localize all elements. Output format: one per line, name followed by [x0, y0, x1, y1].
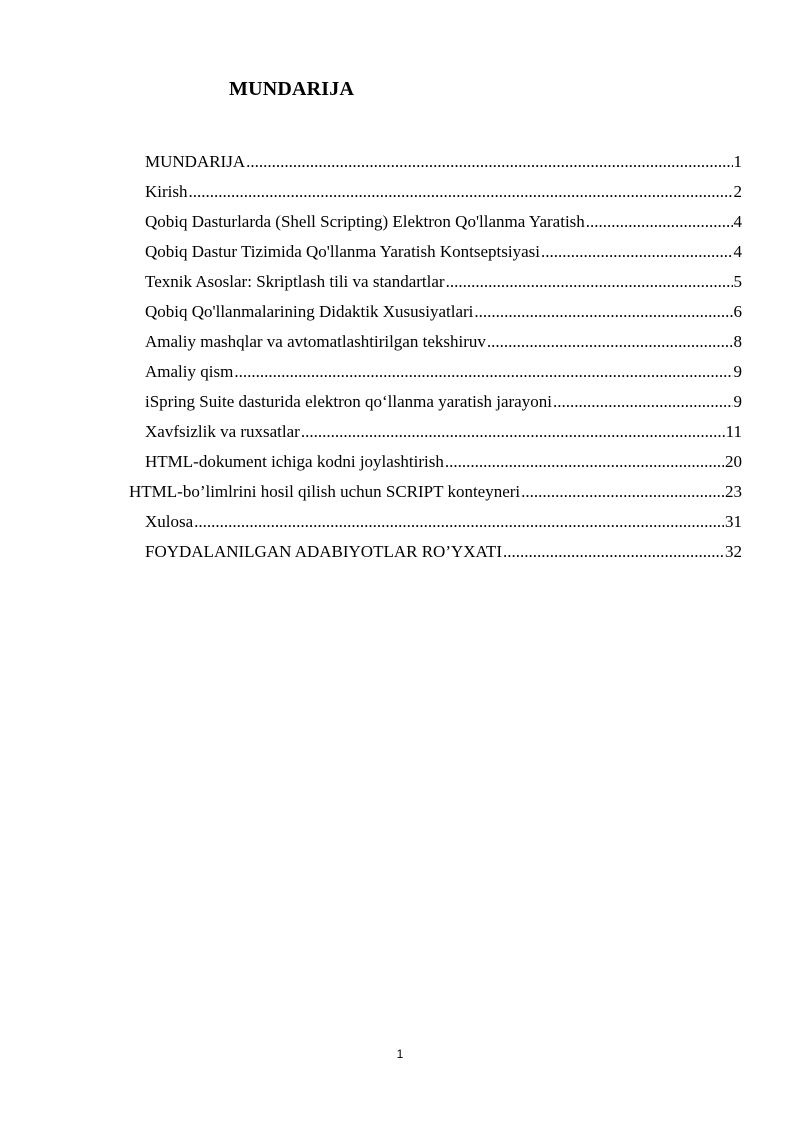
- toc-entry[interactable]: [145, 353, 742, 383]
- toc-entry-page: 4: [733, 212, 742, 231]
- toc-entry-page: 9: [733, 392, 742, 411]
- toc-entry-text: Texnik Asoslar: Skriptlash tili va standartlar: [145, 272, 445, 291]
- toc-entry[interactable]: [145, 533, 742, 563]
- toc-entry-text: Kirish: [145, 182, 188, 201]
- toc-entry-text: Amaliy qism: [145, 362, 234, 381]
- toc-entry-text: iSpring Suite dasturida elektron qo‘llanma yaratish jarayoni: [145, 392, 552, 411]
- toc-entry-page: 5: [733, 272, 742, 291]
- toc-leader-dots: [487, 331, 733, 353]
- toc-entry-text: Xavfsizlik va ruxsatlar: [145, 422, 300, 441]
- toc-leader-dots: [301, 421, 725, 443]
- toc-leader-dots: [586, 211, 733, 233]
- toc-entry[interactable]: [145, 323, 742, 353]
- toc-entry-text: HTML-bo’limlrini hosil qilish uchun SCRIPT konteyneri: [129, 482, 521, 501]
- toc-leader-dots: [521, 481, 724, 503]
- toc-entry[interactable]: [145, 143, 742, 173]
- toc-entry[interactable]: [145, 443, 742, 473]
- toc-entry-text: HTML-dokument ichiga kodni joylashtirish: [145, 452, 444, 471]
- toc-entry-page: 8: [733, 332, 742, 351]
- toc-leader-dots: [553, 391, 733, 413]
- toc-entry-text: MUNDARIJA: [145, 152, 246, 171]
- toc-entry[interactable]: [145, 233, 742, 263]
- toc-entry-text: Amaliy mashqlar va avtomatlashtirilgan tekshiruv: [145, 332, 486, 351]
- toc-entry-text: Xulosa: [145, 512, 194, 531]
- toc-entry-text: FOYDALANILGAN ADABIYOTLAR RO’YXATI: [145, 542, 502, 561]
- toc-leader-dots: [445, 451, 724, 473]
- toc-leader-dots: [234, 361, 732, 383]
- toc-leader-dots: [541, 241, 732, 263]
- toc-leader-dots: [194, 511, 724, 533]
- toc-entry-page: 6: [733, 302, 742, 321]
- toc-entry[interactable]: [145, 503, 742, 533]
- toc-leader-dots: [446, 271, 733, 293]
- toc-entry-page: 4: [733, 242, 742, 261]
- toc-entry[interactable]: [145, 293, 742, 323]
- toc-entry[interactable]: [145, 263, 742, 293]
- toc-entry-page: 31: [725, 512, 742, 531]
- toc-entry-text: Qobiq Dasturlarda (Shell Scripting) Elektron Qo'llanma Yaratish: [145, 212, 585, 231]
- toc-leader-dots: [474, 301, 732, 323]
- toc-entry-page: 2: [733, 182, 742, 201]
- toc-entry-page: 32: [725, 542, 742, 561]
- page-number: 1: [396, 1047, 404, 1061]
- toc-entry[interactable]: [145, 203, 742, 233]
- toc-leader-dots: [189, 181, 733, 203]
- toc-entry[interactable]: [145, 413, 742, 443]
- toc-entry-page: 20: [725, 452, 742, 471]
- toc-entry-text: Qobiq Qo'llanmalarining Didaktik Xususiyatlari: [145, 302, 474, 321]
- page-title: MUNDARIJA: [229, 78, 355, 100]
- toc-entry-page: 9: [733, 362, 742, 381]
- toc-entry-text: Qobiq Dastur Tizimida Qo'llanma Yaratish Kontseptsiyasi: [145, 242, 541, 261]
- toc-entry[interactable]: [145, 383, 742, 413]
- toc-leader-dots: [246, 151, 732, 173]
- toc-entry-page: 11: [725, 422, 742, 441]
- toc-leader-dots: [503, 541, 724, 563]
- toc-entry[interactable]: [129, 473, 742, 503]
- toc-entry-page: 23: [725, 482, 742, 501]
- toc-entry-page: 1: [733, 152, 742, 171]
- table-of-contents: [0, 143, 800, 563]
- toc-entry[interactable]: [145, 173, 742, 203]
